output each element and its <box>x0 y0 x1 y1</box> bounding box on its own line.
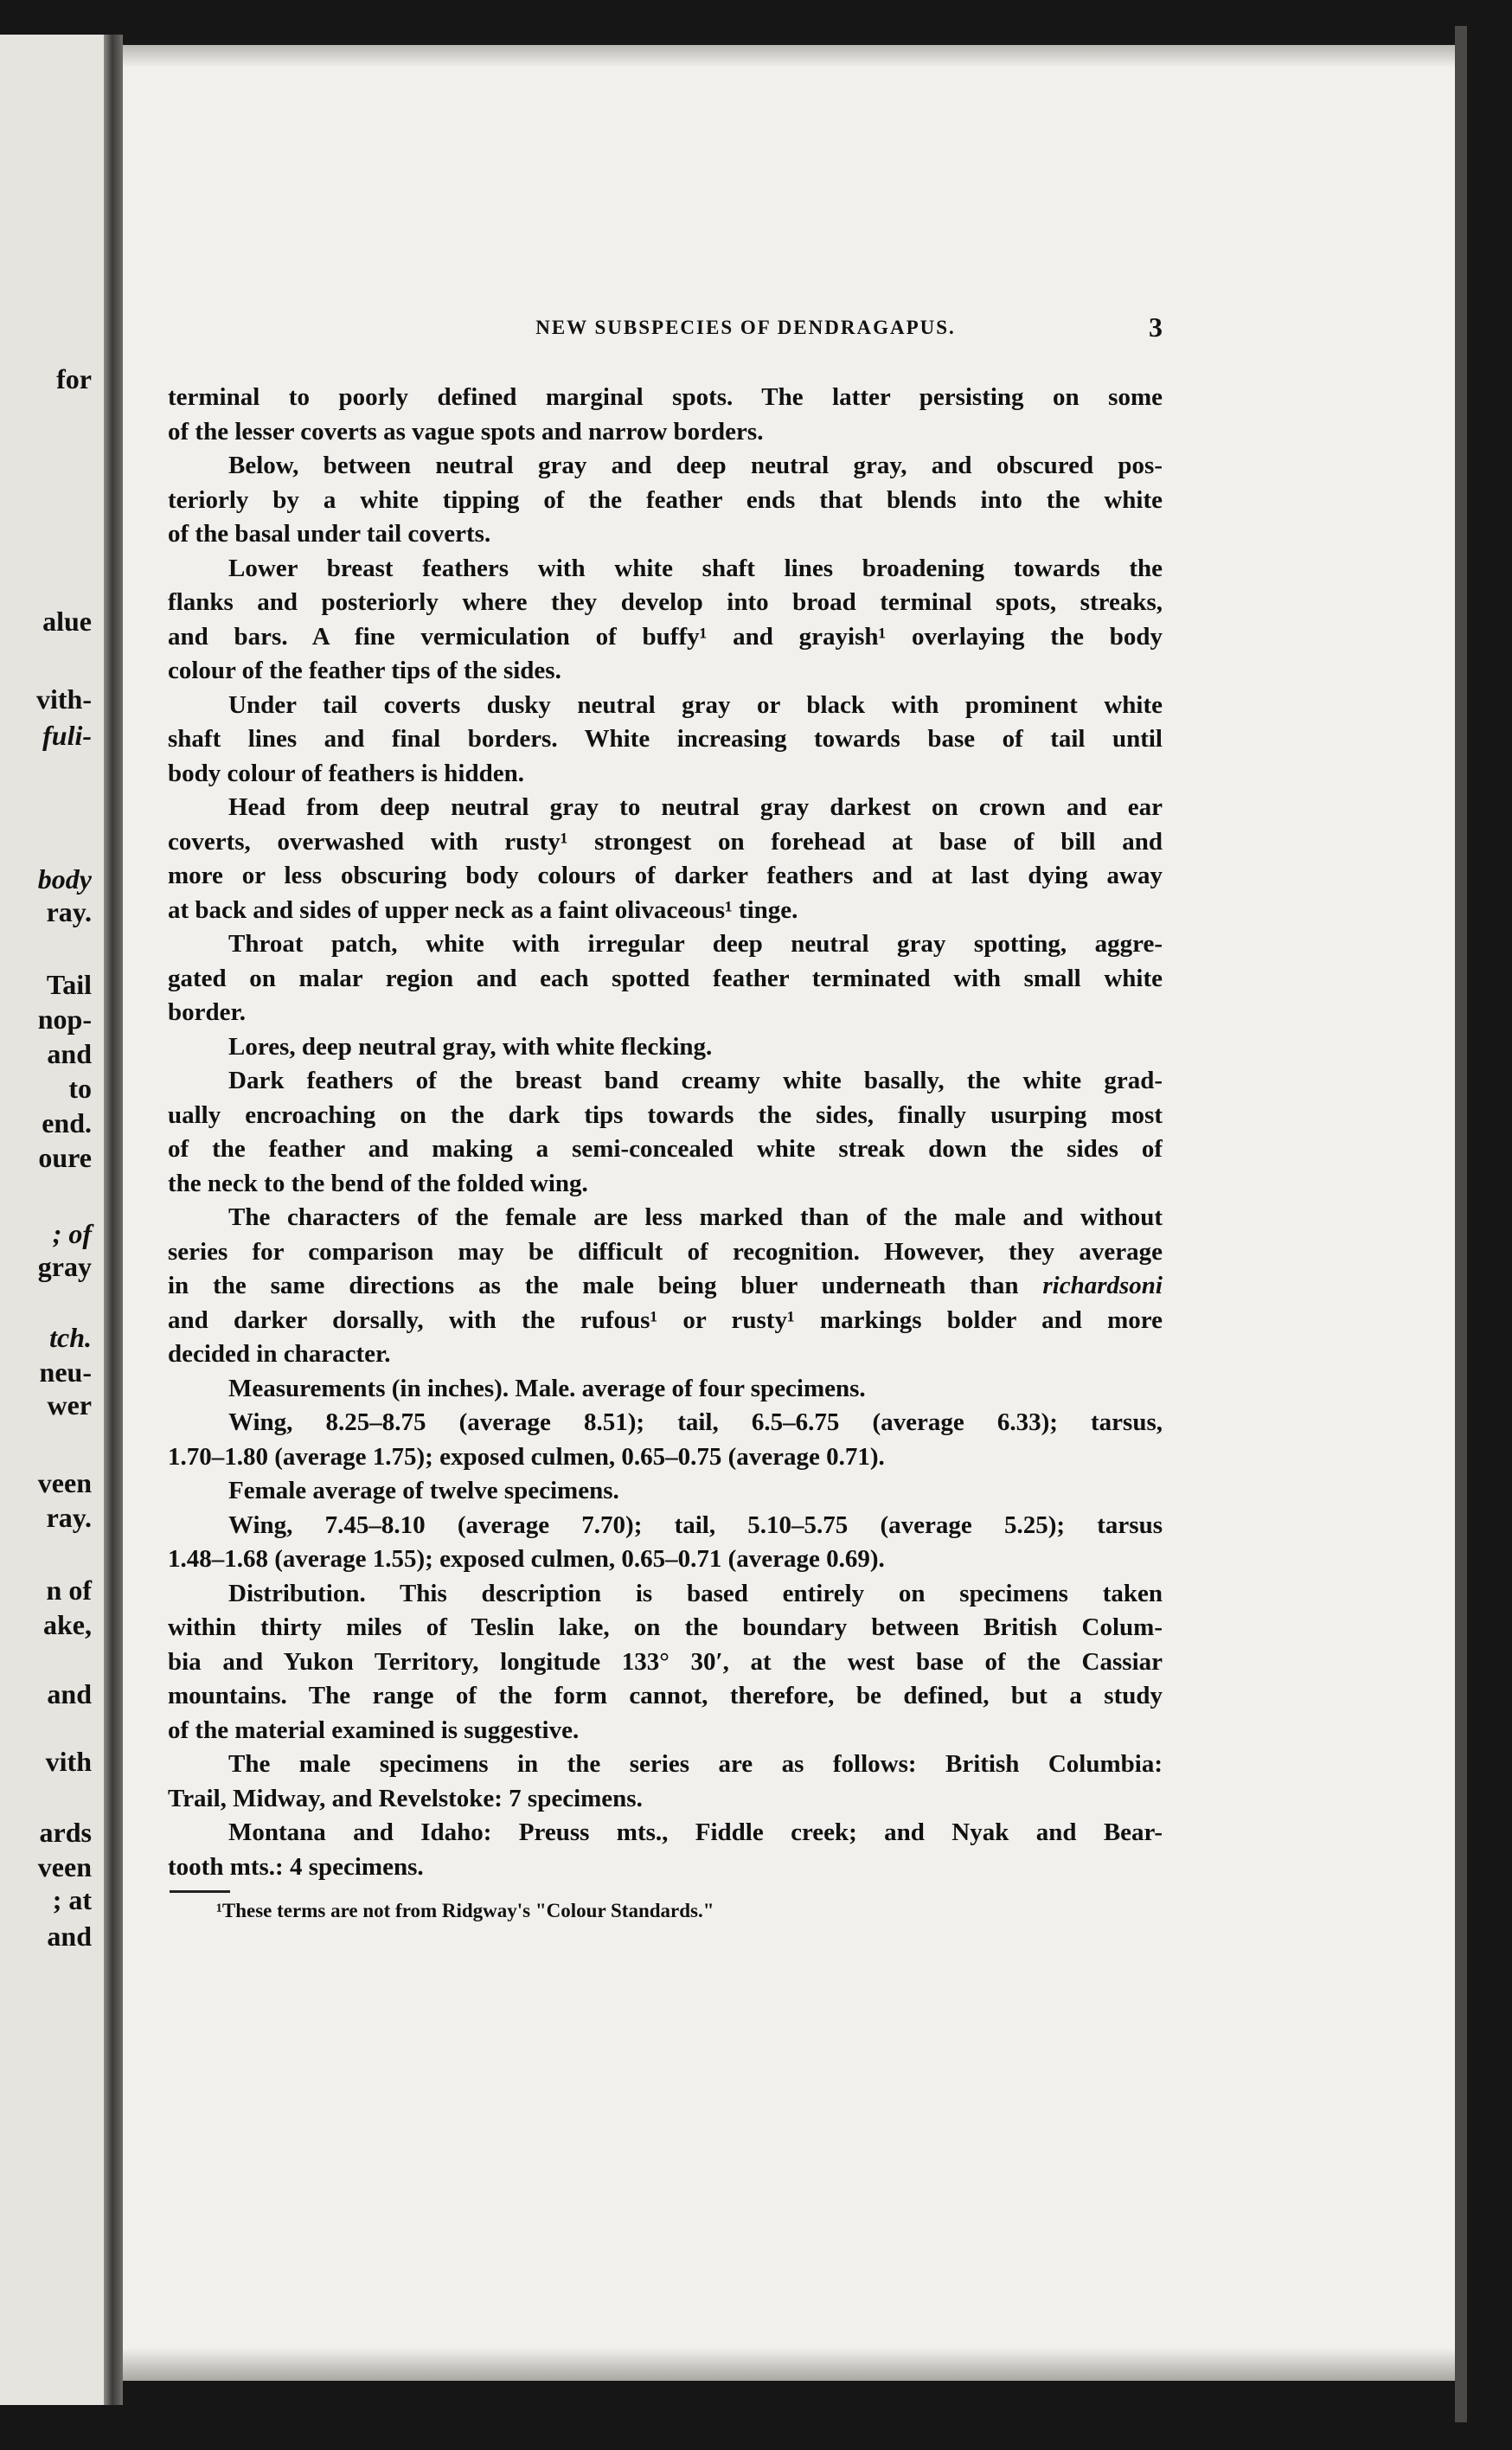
facing-page-text-fragment: vith <box>45 1746 92 1777</box>
text-line: tooth mts.: 4 specimens. <box>168 1852 424 1881</box>
page-number: 3 <box>1149 311 1163 343</box>
text-line: Throat patch, white with irregular deep neutral gray spotting, aggre- <box>228 930 1163 958</box>
facing-page-text-fragment: vith- <box>36 683 92 715</box>
text-line: at back and sides of upper neck as a faint olivaceous¹ tinge. <box>168 895 798 924</box>
text-line: Below, between neutral gray and deep neutral gray, and obscured pos- <box>228 452 1163 479</box>
text-line: of the basal under tail coverts. <box>168 520 491 548</box>
text-line: Lower breast feathers with white shaft lines broadening towards the <box>228 554 1163 582</box>
footnote-rule <box>170 1890 230 1893</box>
facing-page-text-fragment: neu- <box>39 1356 92 1388</box>
text-line: bia and Yukon Territory, longitude 133° 30′, at the west base of the Cassiar <box>168 1647 1163 1676</box>
text-line: flanks and posteriorly where they develop into broad terminal spots, streaks, <box>168 588 1163 616</box>
footnote: ¹These terms are not from Ridgway's "Colour Standards." <box>216 1900 714 1921</box>
facing-page-text-fragment: for <box>56 363 92 394</box>
facing-page-text-fragment: wer <box>47 1389 92 1421</box>
text-line: Montana and Idaho: Preuss mts., Fiddle creek; and Nyak and Bear- <box>228 1818 1163 1846</box>
text-line: shaft lines and final borders. White increasing towards base of tail until <box>168 725 1163 753</box>
page-edge <box>1455 26 1467 2422</box>
book-gutter <box>104 35 123 2405</box>
text-line: of the feather and making a semi-concealed white streak down the sides of <box>168 1135 1163 1163</box>
running-head: NEW SUBSPECIES OF DENDRAGAPUS. <box>535 317 956 338</box>
text-line: and bars. A fine vermiculation of buffy¹ and grayish¹ overlaying the body <box>168 622 1163 651</box>
text-line: and darker dorsally, with the rufous¹ or rusty¹ markings bolder and more <box>168 1305 1163 1334</box>
text-line: body colour of feathers is hidden. <box>168 759 524 787</box>
facing-page-text-fragment: Tail <box>46 969 92 1000</box>
text-line: in the same directions as the male being bluer underneath than richardsoni <box>168 1272 1163 1299</box>
facing-page-text-fragment: nop- <box>37 1004 92 1035</box>
facing-page-text-fragment: ; of <box>52 1218 92 1249</box>
facing-page-text-fragment: to <box>68 1073 92 1104</box>
text-line: Lores, deep neutral gray, with white flecking. <box>228 1032 713 1061</box>
text-line: The characters of the female are less marked than of the male and without <box>228 1203 1163 1231</box>
facing-page-text-fragment: ; at <box>52 1884 92 1915</box>
facing-page-text-fragment: body <box>37 863 92 895</box>
facing-page-edge <box>0 35 104 2405</box>
facing-page-text-fragment: tch. <box>49 1322 92 1353</box>
text-line: gated on malar region and each spotted feather terminated with small white <box>168 964 1163 992</box>
text-line: more or less obscuring body colours of darker feathers and at last dying away <box>168 862 1163 889</box>
text-line: Dark feathers of the breast band creamy white basally, the white grad- <box>228 1067 1163 1094</box>
text-line: series for comparison may be difficult of recognition. However, they average <box>168 1237 1163 1266</box>
text-line: Wing, 7.45–8.10 (average 7.70); tail, 5.10–5.75 (average 5.25); tarsus <box>228 1510 1163 1539</box>
facing-page-text-fragment: ards <box>39 1817 92 1848</box>
facing-page-text-fragment: and <box>47 1038 92 1069</box>
text-line: the neck to the bend of the folded wing. <box>168 1169 588 1197</box>
text-line: terminal to poorly defined marginal spots. The latter persisting on some <box>168 383 1163 411</box>
text-line: border. <box>168 998 246 1026</box>
text-line: within thirty miles of Teslin lake, on the boundary between British Colum- <box>168 1613 1163 1641</box>
text-line: The male specimens in the series are as follows: British Columbia: <box>228 1750 1163 1778</box>
facing-page-text-fragment: ray. <box>46 896 92 927</box>
text-line: Wing, 8.25–8.75 (average 8.51); tail, 6.5–6.75 (average 6.33); tarsus, <box>228 1408 1163 1436</box>
text-line: teriorly by a white tipping of the feather ends that blends into the white <box>168 485 1163 514</box>
text-line: mountains. The range of the form cannot, therefore, be defined, but a study <box>168 1682 1163 1709</box>
text-line: Measurements (in inches). Male. average of four specimens. <box>228 1374 866 1402</box>
facing-page-text-fragment: veen <box>37 1467 92 1498</box>
text-line: 1.48–1.68 (average 1.55); exposed culmen, 0.65–0.71 (average 0.69). <box>168 1545 885 1573</box>
text-line: decided in character. <box>168 1340 391 1368</box>
facing-page-text-fragment: alue <box>42 606 92 637</box>
facing-page-text-fragment: ray. <box>46 1502 92 1533</box>
text-line: of the lesser coverts as vague spots and narrow borders. <box>168 417 764 446</box>
text-line: coverts, overwashed with rusty¹ strongest on forehead at base of bill and <box>168 827 1163 856</box>
body-text <box>168 381 1163 1884</box>
facing-page-text-fragment: n of <box>46 1575 92 1606</box>
facing-page-text-fragment: and <box>47 1678 92 1709</box>
text-line: Distribution. This description is based entirely on specimens taken <box>228 1579 1163 1607</box>
facing-page-text-fragment: gray <box>37 1251 92 1282</box>
text-line: Trail, Midway, and Revelstoke: 7 specimens. <box>168 1784 643 1812</box>
text-line: 1.70–1.80 (average 1.75); exposed culmen, 0.65–0.75 (average 0.71). <box>168 1442 885 1471</box>
text-line: of the material examined is suggestive. <box>168 1716 580 1744</box>
facing-page-text-fragment: fuli- <box>42 720 92 751</box>
text-line: Head from deep neutral gray to neutral gray darkest on crown and ear <box>228 793 1163 821</box>
facing-page-text-fragment: and <box>47 1921 92 1952</box>
facing-page-text-fragment: veen <box>37 1851 92 1882</box>
text-line: colour of the feather tips of the sides. <box>168 657 561 684</box>
facing-page-text-fragment: end. <box>42 1107 92 1138</box>
text-line: ually encroaching on the dark tips towards the sides, finally usurping most <box>168 1100 1163 1129</box>
text-line: Female average of twelve specimens. <box>228 1477 619 1504</box>
facing-page-text-fragment: ake, <box>43 1609 92 1640</box>
facing-page-text-fragment: oure <box>38 1142 92 1173</box>
species-name: richardsoni <box>1042 1272 1163 1299</box>
text-line: Under tail coverts dusky neutral gray or black with prominent white <box>228 690 1163 719</box>
